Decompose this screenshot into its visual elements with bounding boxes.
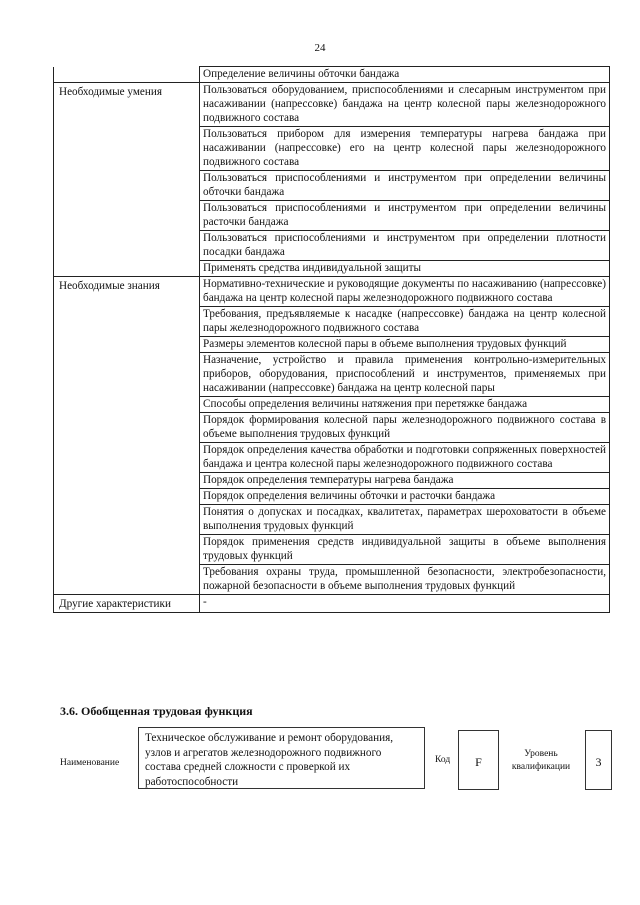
other-characteristics-value: - <box>200 595 610 613</box>
table-cell-empty <box>54 473 200 489</box>
skills-item: Пользоваться прибором для измерения температуры нагрева бандажа при насаживании (напрессовке) его на центр колесной пары железнодорожного подвижного состава <box>200 127 610 171</box>
generalized-function-block <box>0 727 640 797</box>
name-label: Наименование <box>60 758 120 768</box>
knowledge-item: Порядок формирования колесной пары железнодорожного подвижного состава в объеме выполнения трудовых функций <box>200 413 610 443</box>
requirements-table <box>53 66 610 613</box>
table-cell-empty <box>54 201 200 231</box>
table-cell-empty <box>54 505 200 535</box>
knowledge-item: Нормативно-технические и руководящие документы по насаживанию (напрессовке) бандажа на центр колесной пары железнодорожного подвижного состава <box>200 277 610 307</box>
knowledge-item: Понятия о допусках и посадках, квалитетах, параметрах шероховатости в объеме выполнения трудовых функций <box>200 505 610 535</box>
code-box: F <box>458 730 499 790</box>
code-label: Код <box>435 755 451 765</box>
function-name-box: Техническое обслуживание и ремонт оборудования, узлов и агрегатов железнодорожного подвижного состава средней сложности с проверкой их работоспособности <box>138 727 425 789</box>
table-cell-empty <box>54 489 200 505</box>
knowledge-label: Необходимые знания <box>54 277 200 307</box>
knowledge-item: Порядок определения температуры нагрева бандажа <box>200 473 610 489</box>
skills-item: Пользоваться оборудованием, приспособлениями и слесарным инструментом при насаживании (напрессовке) бандажа на центр колесной пары железнодорожного подвижного состава <box>200 83 610 127</box>
table-cell-empty <box>54 171 200 201</box>
qualification-level-box: 3 <box>585 730 612 790</box>
table-cell-empty <box>54 231 200 261</box>
page-number: 24 <box>314 42 326 54</box>
knowledge-item: Порядок применения средств индивидуальной защиты в объеме выполнения трудовых функций <box>200 535 610 565</box>
skills-label: Необходимые умения <box>54 83 200 127</box>
other-characteristics-label: Другие характеристики <box>54 595 200 613</box>
table-cell-empty <box>54 307 200 337</box>
knowledge-item: Назначение, устройство и правила применения контрольно-измерительных приборов, оборудования, приспособлений и инструментов, применяемых при насаживании (напрессовке) бандажа на центр колесной пары <box>200 353 610 397</box>
table-cell-empty <box>54 67 200 83</box>
table-cell-empty <box>54 443 200 473</box>
table-cell-empty <box>54 261 200 277</box>
knowledge-item: Размеры элементов колесной пары в объеме выполнения трудовых функций <box>200 337 610 353</box>
knowledge-item: Порядок определения качества обработки и подготовки сопряженных поверхностей бандажа и центра колесной пары железнодорожного подвижного состава <box>200 443 610 473</box>
skills-item: Применять средства индивидуальной защиты <box>200 261 610 277</box>
table-cell-empty <box>54 337 200 353</box>
knowledge-item: Требования, предъявляемые к насадке (напрессовке) бандажа на центр колесной пары железнодорожного подвижного состава <box>200 307 610 337</box>
knowledge-item: Порядок определения величины обточки и расточки бандажа <box>200 489 610 505</box>
skills-item: Пользоваться приспособлениями и инструментом при определении плотности посадки бандажа <box>200 231 610 261</box>
skills-item: Пользоваться приспособлениями и инструментом при определении величины расточки бандажа <box>200 201 610 231</box>
table-cell-empty <box>54 565 200 595</box>
table-cell-empty <box>54 127 200 171</box>
table-cell-empty <box>54 413 200 443</box>
table-cell-empty <box>54 397 200 413</box>
section-title: 3.6. Обобщенная трудовая функция <box>60 704 253 718</box>
knowledge-item: Требования охраны труда, промышленной безопасности, электробезопасности, пожарной безопасности в объеме выполнения трудовых функций <box>200 565 610 595</box>
table-cell: Определение величины обточки бандажа <box>200 67 610 83</box>
table-cell-empty <box>54 353 200 397</box>
qualification-level-label: Уровень квалификации <box>511 749 571 772</box>
knowledge-item: Способы определения величины натяжения при перетяжке бандажа <box>200 397 610 413</box>
table-cell-empty <box>54 535 200 565</box>
skills-item: Пользоваться приспособлениями и инструментом при определении величины обточки бандажа <box>200 171 610 201</box>
